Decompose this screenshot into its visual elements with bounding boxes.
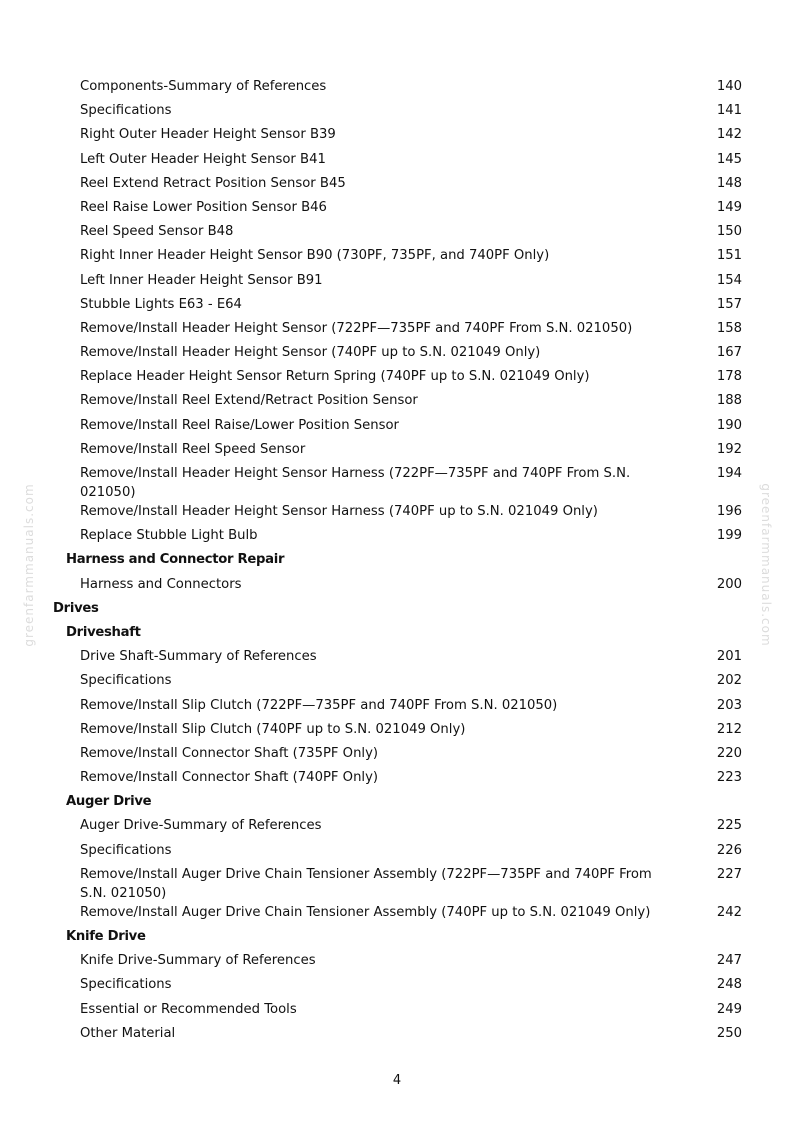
toc-page-number: 248 [716,977,742,993]
toc-entry[interactable] [0,696,794,720]
toc-label: Right Inner Header Height Sensor B90 (730PF, 735PF, and 740PF Only) [80,248,550,264]
toc-entry[interactable] [0,295,794,319]
toc-label: Replace Stubble Light Bulb [80,528,258,544]
toc-page-number: 158 [716,320,742,336]
toc-label: Reel Raise Lower Position Sensor B46 [80,199,327,215]
toc-page-number: 196 [716,504,742,519]
toc-label: Specifications [80,977,172,993]
toc-label: Remove/Install Header Height Sensor Harness (722PF—735PF and 740PF From S.N. 021050) [80,466,631,500]
toc-entry[interactable] [0,671,794,695]
toc-entry[interactable] [0,816,794,840]
toc-label: Other Material [80,1025,176,1041]
toc-page-number: 194 [716,466,742,481]
toc-label: Knife Drive [66,929,146,944]
toc-page-number: 226 [716,842,742,858]
toc-entry[interactable] [0,416,794,440]
toc-label: Remove/Install Header Height Sensor Harness (740PF up to S.N. 021049 Only) [80,504,598,519]
toc-page-number: 157 [716,296,742,312]
toc-page-number: 202 [716,673,742,689]
toc-entry[interactable] [0,391,794,415]
toc-label: Auger Drive [66,794,152,810]
toc-page-number: 242 [716,904,742,920]
toc-label: Harness and Connectors [80,576,242,592]
toc-heading[interactable] [0,927,794,946]
toc-page-number: 212 [716,721,742,737]
toc-page-number: 249 [716,1001,742,1017]
toc-page-number: 203 [716,697,742,713]
toc-label: Remove/Install Auger Drive Chain Tensioner Assembly (740PF up to S.N. 021049 Only) [80,904,651,920]
toc-page-number: 140 [716,79,742,94]
toc-label: Specifications [80,103,172,119]
toc-label: Drive Shaft-Summary of References [80,649,317,665]
toc-page-number: 148 [716,175,742,191]
toc-label: Remove/Install Connector Shaft (740PF Only) [80,770,379,786]
toc-label: Remove/Install Auger Drive Chain Tensioner Assembly (722PF—735PF and 740PF From S.N. 021050) [80,866,652,901]
toc-heading[interactable] [0,623,794,642]
toc-label: Knife Drive-Summary of References [80,953,316,969]
toc-label: Harness and Connector Repair [66,552,285,568]
toc-entry[interactable] [0,526,794,550]
toc-label: Components-Summary of References [80,79,327,94]
toc-entry[interactable] [0,101,794,125]
toc-page-number: 149 [716,199,742,215]
toc-entry[interactable] [0,647,794,671]
toc-entry[interactable] [0,865,794,903]
toc-label: Auger Drive-Summary of References [80,818,322,834]
toc-page-number: 178 [716,369,742,385]
toc-heading[interactable] [0,599,794,618]
toc-label: Left Outer Header Height Sensor B41 [80,151,326,167]
toc-page-number: 192 [716,441,742,457]
toc-label: Remove/Install Connector Shaft (735PF Only) [80,745,379,761]
toc-label: Remove/Install Reel Raise/Lower Position Sensor [80,417,399,433]
toc-entry[interactable] [0,319,794,343]
toc-page-number: 225 [716,818,742,834]
toc-page-number: 188 [716,393,742,409]
toc-page-number: 250 [716,1025,742,1041]
toc-page-number: 190 [716,417,742,433]
toc-label: Specifications [80,673,172,689]
toc-label: Remove/Install Header Height Sensor (722PF—735PF and 740PF From S.N. 021050) [80,320,633,336]
toc-page-number: 200 [716,576,742,592]
toc-page-number: 220 [716,745,742,761]
toc-entry[interactable] [0,271,794,295]
toc-entry[interactable] [0,720,794,744]
toc-page-number: 227 [716,866,742,882]
watermark-left: greenfarmmanuals.com [22,483,36,647]
toc-entry[interactable] [0,464,794,502]
page-number: 4 [392,1073,402,1088]
toc-entry[interactable] [0,440,794,464]
toc-label: Left Inner Header Height Sensor B91 [80,272,323,288]
toc-label: Driveshaft [66,624,141,640]
toc-page-number: 150 [716,224,742,240]
toc-label: Specifications [80,842,172,858]
toc-entry[interactable] [0,222,794,246]
toc-entry[interactable] [0,77,794,101]
toc-entry[interactable] [0,150,794,174]
toc-page-number: 154 [716,272,742,288]
toc-label: Stubble Lights E63 - E64 [80,296,242,312]
toc-page-number: 145 [716,151,742,167]
toc-label: Reel Speed Sensor B48 [80,224,234,240]
toc-entry[interactable] [0,903,794,927]
toc-label: Drives [53,600,99,616]
toc-page-number: 247 [716,953,742,969]
toc-page-number: 223 [716,770,742,786]
toc-entry[interactable] [0,367,794,391]
toc-entry[interactable] [0,841,794,865]
toc-page-number: 201 [716,649,742,665]
toc-label: Right Outer Header Height Sensor B39 [80,127,336,143]
toc-entry[interactable] [0,575,794,599]
toc-label: Remove/Install Slip Clutch (722PF—735PF and 740PF From S.N. 021050) [80,697,558,713]
toc-entry[interactable] [0,1000,794,1024]
toc-entry[interactable] [0,198,794,222]
toc-heading[interactable] [0,550,794,569]
toc-entry[interactable] [0,125,794,149]
toc-entry[interactable] [0,951,794,975]
toc-entry[interactable] [0,1024,794,1048]
toc-entry[interactable] [0,768,794,792]
toc-page-number: 141 [716,103,742,119]
toc-page-number: 167 [716,345,742,361]
toc-label: Remove/Install Reel Speed Sensor [80,441,306,457]
toc-page-number: 151 [716,248,742,264]
watermark-right: greenfarmmanuals.com [759,483,773,647]
toc-entry[interactable] [0,744,794,768]
toc-label: Essential or Recommended Tools [80,1001,297,1017]
toc-label: Remove/Install Reel Extend/Retract Position Sensor [80,393,418,409]
toc-entry[interactable] [0,343,794,367]
toc-page-number: 142 [716,127,742,143]
toc-heading[interactable] [0,792,794,811]
toc-label: Remove/Install Slip Clutch (740PF up to S.N. 021049 Only) [80,721,466,737]
table-of-contents [0,77,794,1048]
toc-label: Reel Extend Retract Position Sensor B45 [80,175,346,191]
toc-page-number: 199 [716,528,742,544]
toc-label: Replace Header Height Sensor Return Spring (740PF up to S.N. 021049 Only) [80,369,590,385]
toc-entry[interactable] [0,975,794,999]
toc-entry[interactable] [0,246,794,270]
toc-label: Remove/Install Header Height Sensor (740PF up to S.N. 021049 Only) [80,345,541,361]
toc-entry[interactable] [0,174,794,198]
toc-entry[interactable] [0,502,794,526]
